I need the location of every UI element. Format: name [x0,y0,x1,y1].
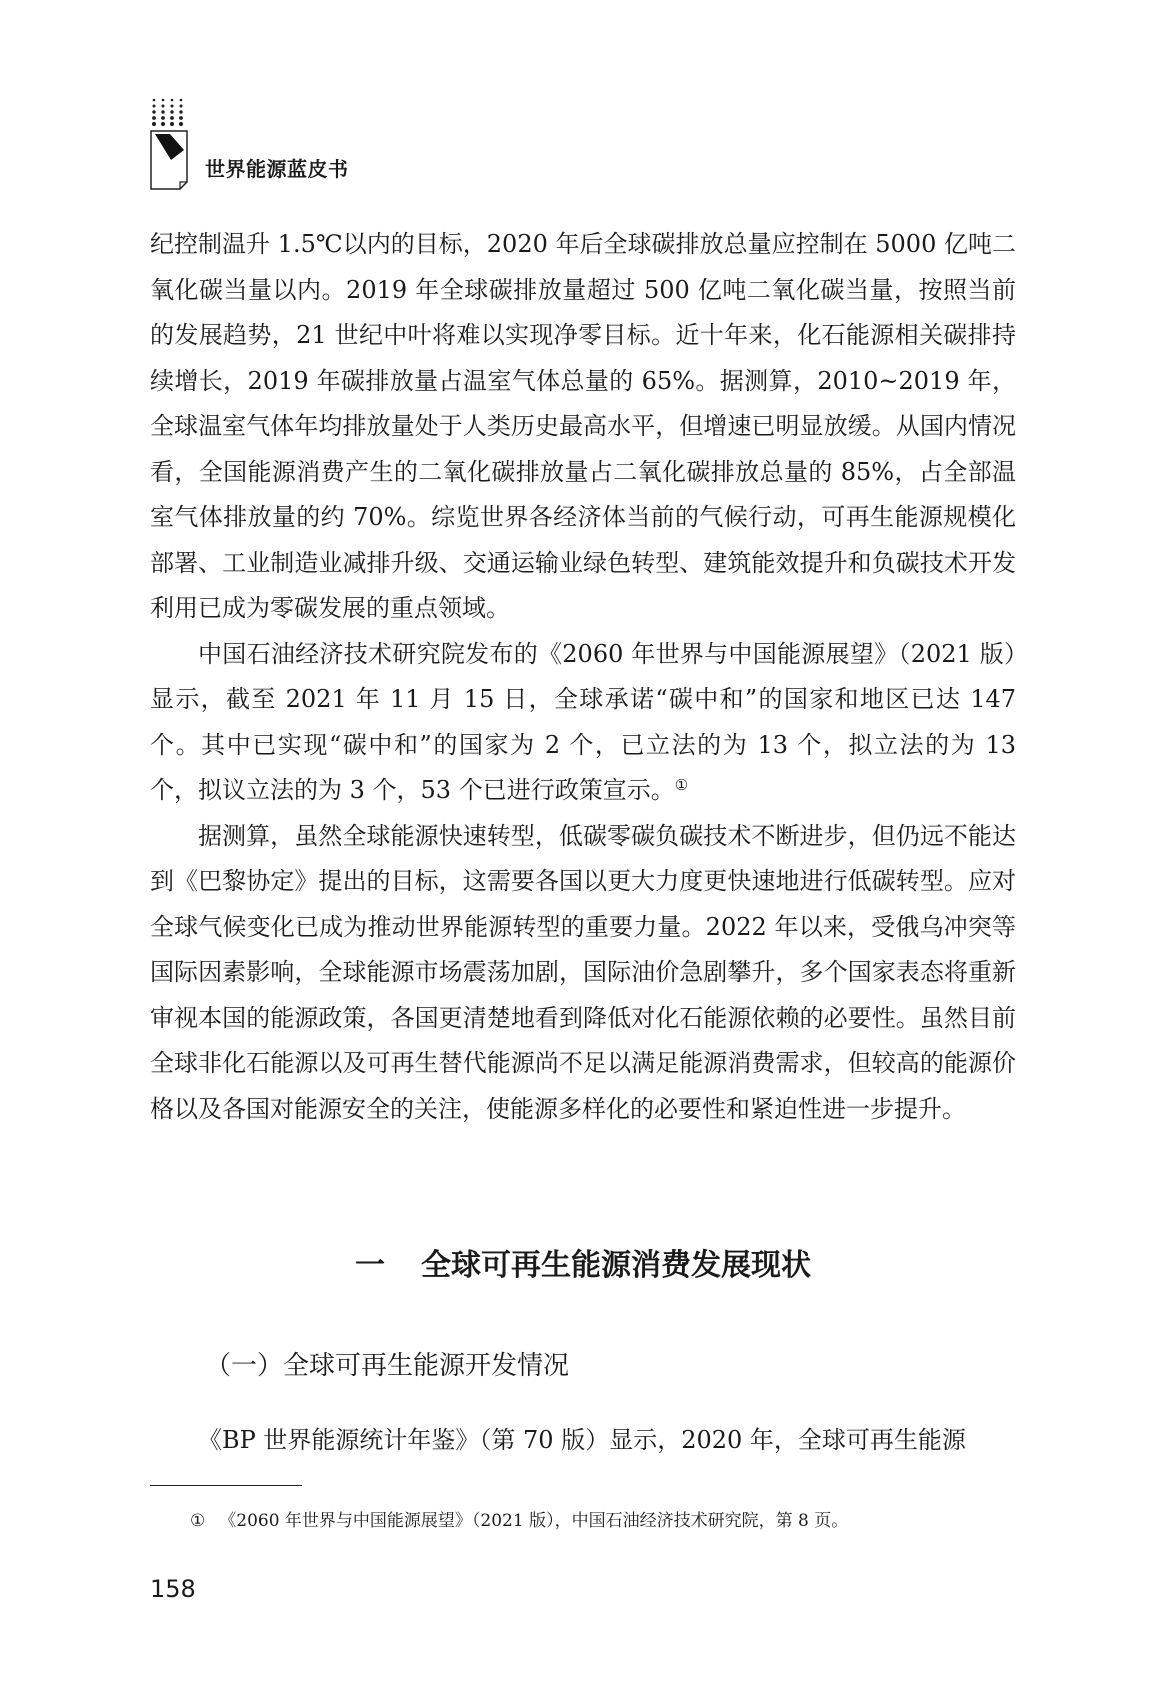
footnote-text: 《2060 年世界与中国能源展望》（2021 版），中国石油经济技术研究院，第 8 页。 [219,1511,849,1531]
paragraph-text: 中国石油经济技术研究院发布的《2060 年世界与中国能源展望》（2021 版）显示，截至 2021 年 11 月 15 日，全球承诺“碳中和”的国家和地区已达 147 个。其中已实现“碳中和”的国家为 2 个，已立法的为 13 个，拟立法的为 13 个，拟议立法的为 3 个，53 个已进行政策宣示。 [150,639,1016,804]
footnote-mark: ① [190,1511,206,1531]
book-title: 世界能源蓝皮书 [205,157,349,181]
subsection-heading: （一）全球可再生能源开发情况 [205,1351,570,1381]
book-series-icon [150,96,198,196]
paragraph: 《BP 世界能源统计年鉴》（第 70 版）显示，2020 年，全球可再生能源 [198,1426,966,1454]
section-heading [0,1246,1166,1286]
body-text [150,222,1016,1132]
paragraph [150,632,1016,814]
paragraph: 纪控制温升 1.5℃以内的目标，2020 年后全球碳排放总量应控制在 5000 亿吨二氧化碳当量以内。2019 年全球碳排放量超过 500 亿吨二氧化碳当量，按照当前的发展趋势，21 世纪中叶将难以实现净零目标。近十年来，化石能源相关碳排持续增长，2019 年碳排放量占温室气体总量的 65%。据测算，2010~2019 年，全球温室气体年均排放量处于人类历史最高水平，但增速已明显放缓。从国内情况看，全国能源消费产生的二氧化碳排放量占二氧化碳排放总量的 85%，占全部温室气体排放量的约 70%。综览世界各经济体当前的气候行动，可再生能源规模化部署、工业制造业减排升级、交通运输业绿色转型、建筑能效提升和负碳技术开发利用已成为零碳发展的重点领域。 [150,230,1016,622]
footnote-reference[interactable]: ① [674,776,689,794]
page-number: 158 [150,1575,196,1603]
footnote-divider [150,1485,302,1486]
section-title: 全球可再生能源消费发展现状 [421,1248,811,1283]
paragraph: 据测算，虽然全球能源快速转型，低碳零碳负碳技术不断进步，但仍远不能达到《巴黎协定》提出的目标，这需要各国以更大力度更快速地进行低碳转型。应对全球气候变化已成为推动世界能源转型的重要力量。2022 年以来，受俄乌冲突等国际因素影响，全球能源市场震荡加剧，国际油价急剧攀升，多个国家表态将重新审视本国的能源政策，各国更清楚地看到降低对化石能源依赖的必要性。虽然目前全球非化石能源以及可再生替代能源尚不足以满足能源消费需求，但较高的能源价格以及各国对能源安全的关注，使能源多样化的必要性和紧迫性进一步提升。 [150,821,1016,1123]
footnote [190,1508,848,1534]
section-number: 一 [355,1248,385,1283]
